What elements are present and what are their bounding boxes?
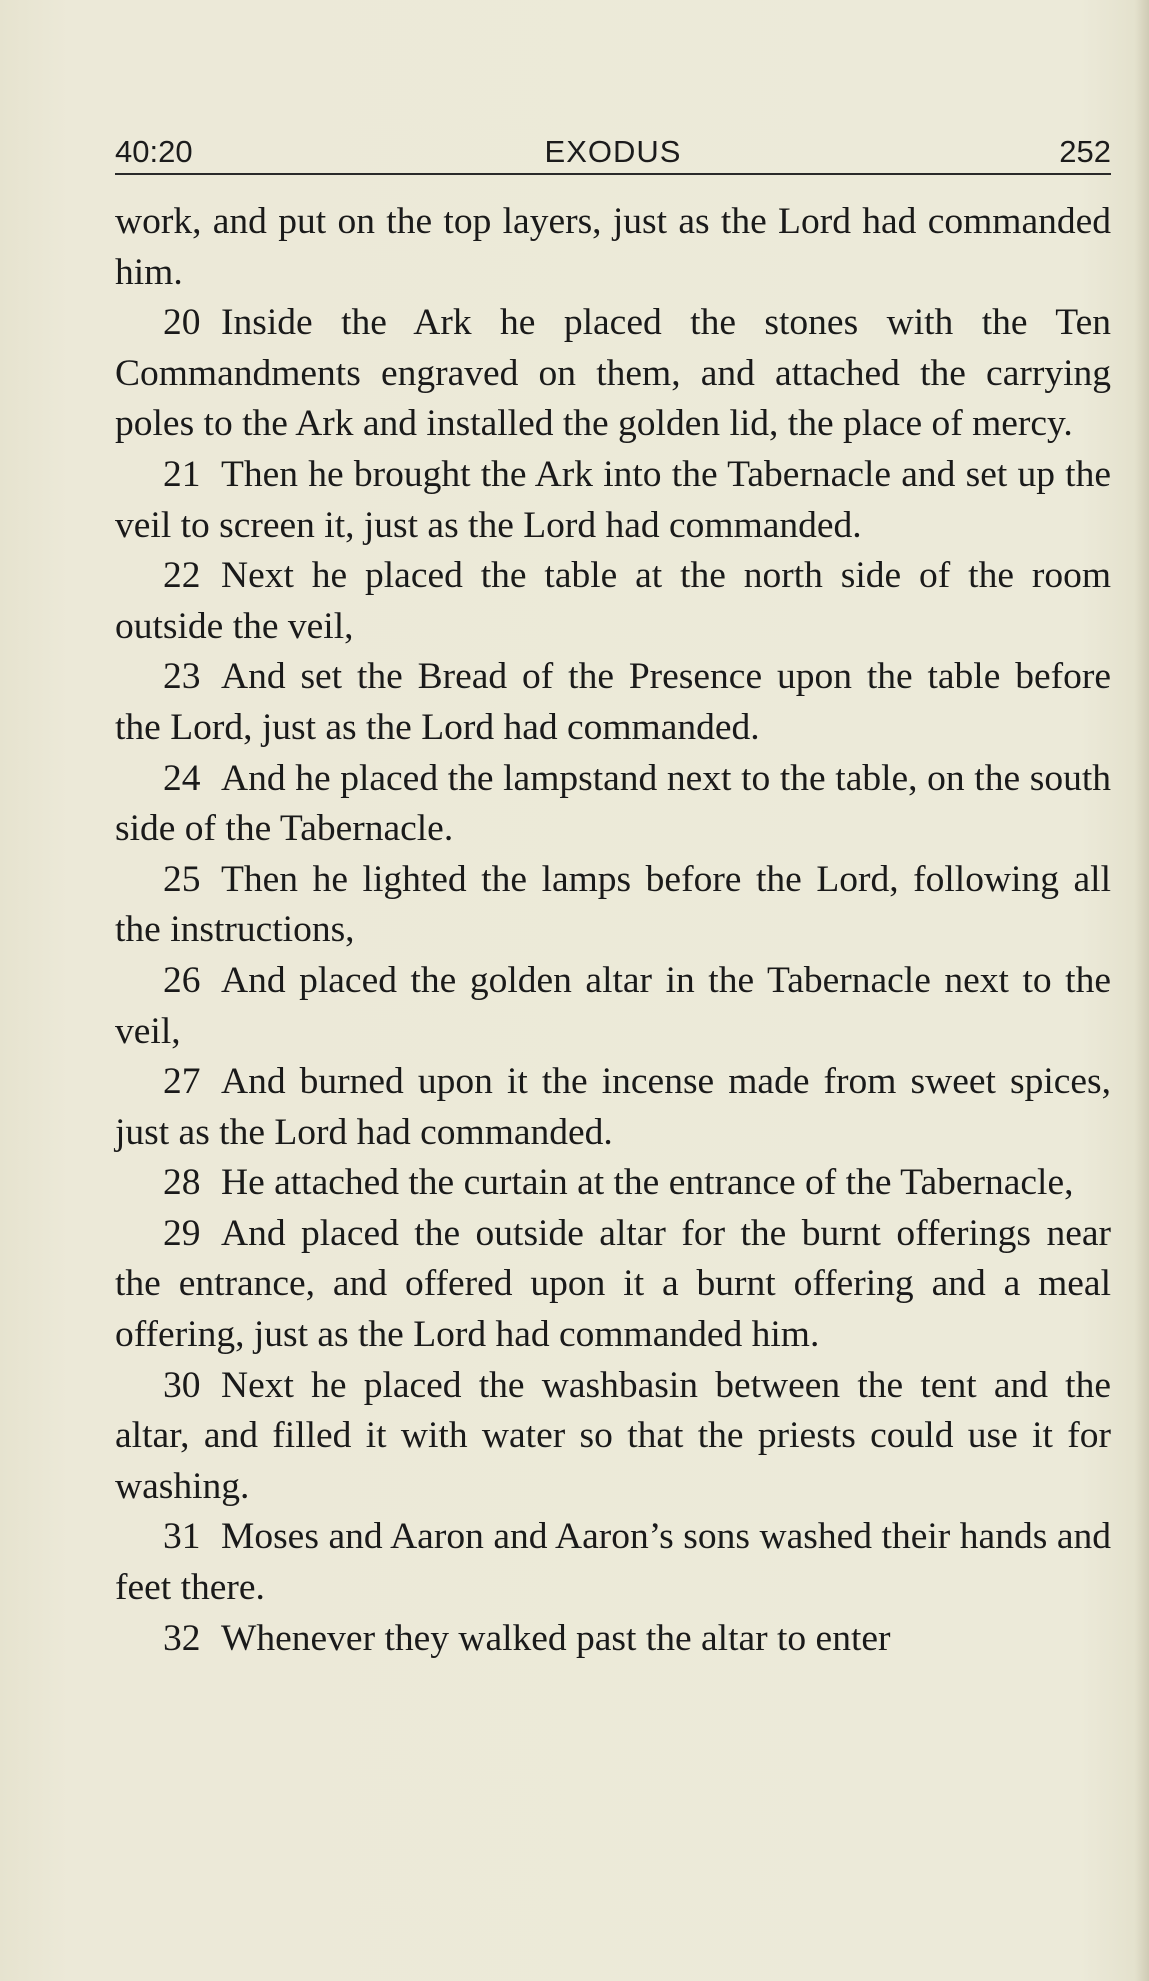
verse-text: And placed the outside altar for the burnt offerings near the entrance, and offered upon it a burnt offering and a meal offering, just as the Lord had commanded him. [115,1212,1111,1356]
verse-number: 23 [163,656,201,698]
verse-28 [115,1158,1111,1209]
verse-text: And burned upon it the incense made from sweet spices, just as the Lord had commanded. [115,1061,1111,1153]
page-edge-shadow [1135,0,1149,1981]
verse-number: 21 [163,453,201,495]
verse-number: 26 [163,959,201,1001]
verse-26 [115,956,1111,1057]
verse-30 [115,1361,1111,1513]
verse-text: Then he brought the Ark into the Tabernacle and set up the veil to screen it, just as the Lord had commanded. [115,453,1111,546]
verse-23 [115,652,1111,753]
verse-text: Whenever they walked past the altar to enter [221,1617,891,1659]
verse-number: 31 [163,1516,201,1558]
verse-number: 20 [163,302,201,344]
verse-text: Next he placed the table at the north side of the room outside the veil, [115,555,1111,647]
verse-22 [115,551,1111,652]
verse-24 [115,754,1111,855]
scripture-text [115,197,1111,1664]
verse-32 [115,1614,1111,1665]
verse-text: And set the Bread of the Presence upon the table before the Lord, just as the Lord had commanded. [115,656,1111,748]
verse-number: 24 [163,757,201,799]
header-page-number: 252 [1059,134,1111,169]
verse-text: Moses and Aaron and Aaron’s sons washed their hands and feet there. [115,1516,1111,1609]
verse-27 [115,1057,1111,1158]
header-rule [115,173,1111,175]
verse-number: 32 [163,1617,201,1659]
verse-number: 28 [163,1162,201,1204]
verse-number: 29 [163,1212,201,1254]
verse-number: 22 [163,555,201,597]
verse-text: Inside the Ark he placed the stones with the Ten Commandments engraved on them, and attached the carrying poles to the Ark and installed the golden lid, the place of mercy. [115,302,1111,445]
verse-text: Next he placed the washbasin between the tent and the altar, and filled it with water so that the priests could use it for washing. [115,1364,1111,1507]
verse-25 [115,855,1111,956]
running-header [115,130,1111,174]
verse-text: And placed the golden altar in the Tabernacle next to the veil, [115,959,1111,1052]
verse-29 [115,1209,1111,1361]
verse-20 [115,298,1111,450]
verse-text: Then he lighted the lamps before the Lord, following all the instructions, [115,858,1111,951]
verse-number: 27 [163,1061,201,1103]
verse-21 [115,450,1111,551]
verse-text: He attached the curtain at the entrance of the Tabernacle, [221,1162,1074,1204]
continuation-paragraph: work, and put on the top layers, just as the Lord had commanded him. [115,201,1111,293]
verse-text: And he placed the lampstand next to the table, on the south side of the Tabernacle. [115,757,1111,850]
header-verse-reference: 40:20 [115,134,193,169]
verse-number: 30 [163,1364,201,1406]
verse-number: 25 [163,858,201,900]
verse-31 [115,1512,1111,1613]
header-book-title: EXODUS [544,134,682,169]
